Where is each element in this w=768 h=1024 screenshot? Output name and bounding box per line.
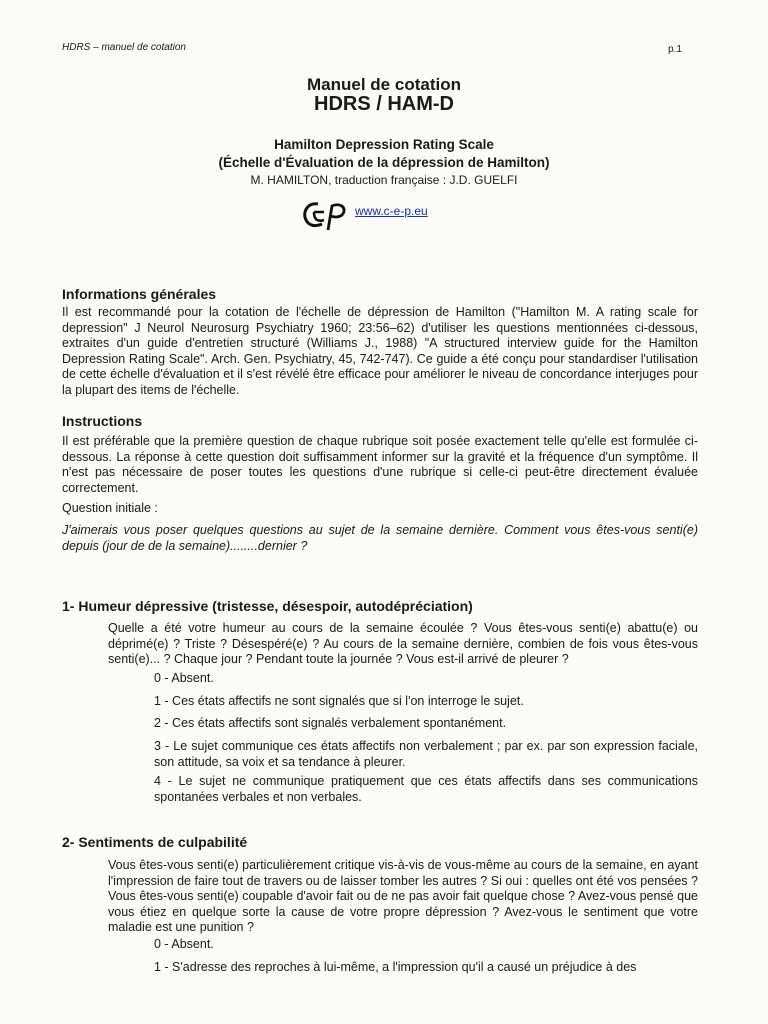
running-header: HDRS – manuel de cotation: [62, 42, 186, 53]
subtitle-french: (Échelle d'Évaluation de la dépression de Hamilton): [218, 155, 550, 170]
item1-rating-4: 4 - Le sujet ne communique pratiquement que ces états affectifs dans ses communications spontanées verbales et non verbales.: [154, 774, 698, 804]
instructions-paragraph: Il est préférable que la première question de chaque rubrique soit posée exactement telle qu'elle est formulée ci-dessous. La réponse à cette question doit suffisamment informer sur la gravité et la fréquence d'un symptôme. Il n'est pas nécessaire de poser toutes les questions d'une rubrique si celle-ci peut-être directement évaluée correctement.: [62, 434, 698, 495]
item1-rating-1: 1 - Ces états affectifs ne sont signalés que si l'on interroge le sujet.: [154, 694, 524, 708]
page-number: p.1: [668, 44, 682, 55]
item1-rating-2: 2 - Ces états affectifs sont signalés verbalement spontanément.: [154, 716, 507, 730]
item1-rating-3: 3 - Le sujet communique ces états affectifs non verbalement ; par ex. par son expression faciale, son attitude, sa voix et sa tendance à pleurer.: [154, 739, 698, 769]
cep-logo-icon: [300, 198, 352, 232]
item2-rating-0: 0 - Absent.: [154, 937, 214, 951]
heading-instructions: Instructions: [62, 413, 143, 429]
item1-question: Quelle a été votre humeur au cours de la semaine écoulée ? Vous êtes-vous senti(e) abattu(e) ou déprimé(e) ? Triste ? Désespéré(e) ? Au cours de la semaine dernière, combien de fois vous êtes-vous senti(e)... ? Chaque jour ? Pendant toute la journée ? Vous est-il arrivé de pleurer ?: [108, 621, 698, 666]
item2-rating-1: 1 - S'adresse des reproches à lui-même, a l'impression qu'il a causé un préjudice à des: [154, 960, 637, 974]
initial-question-label: Question initiale :: [62, 501, 158, 515]
title-line1: Manuel de cotation: [307, 75, 461, 94]
item2-question: Vous êtes-vous senti(e) particulièrement critique vis-à-vis de vous-même au cours de la semaine, en ayant l'impression de faire tout de travers ou de laisser tomber les autres ? Si oui : quelles ont été vos pensées ? Vous êtes-vous senti(e) coupable d'avoir fait ou de ne pas avoir fait quelque chose ? Avez-vous pensé que vous étiez en quelque sorte la cause de votre propre dépression ? Avez-vous le sentiment que votre maladie est une punition ?: [108, 858, 698, 934]
logo-row: [300, 198, 500, 232]
website-link[interactable]: www.c-e-p.eu: [355, 204, 428, 218]
subtitle-english: Hamilton Depression Rating Scale: [274, 137, 494, 152]
authors-line: M. HAMILTON, traduction française : J.D. GUELFI: [250, 173, 518, 187]
general-info-paragraph: Il est recommandé pour la cotation de l'échelle de dépression de Hamilton ("Hamilton M. A rating scale for depression" J Neurol Neurosurg Psychiatry 1960; 23:56–62) d'utiliser les questions mentionnées ci-dessous, extraites d'un guide d'entretien structuré (Williams J., 1988) "A structured interview guide for the Hamilton Depression Rating Scale". Arch. Gen. Psychiatry, 45, 742-747). Ce guide a été conçu pour standardiser l'utilisation de cette échelle d'évaluation et il s'est révélé être efficace pour améliorer le niveau de concordance interjuges pour la plupart des items de l'échelle.: [62, 305, 698, 397]
heading-item1-depressed-mood: 1- Humeur dépressive (tristesse, désespoir, autodépréciation): [62, 598, 473, 614]
heading-item2-guilt: 2- Sentiments de culpabilité: [62, 834, 248, 850]
item1-rating-0: 0 - Absent.: [154, 671, 214, 685]
title-line2: HDRS / HAM-D: [314, 93, 454, 115]
initial-question-text: J'aimerais vous poser quelques questions au sujet de la semaine dernière. Comment vous êtes-vous senti(e) depuis (jour de de la semaine)........dernier ?: [62, 523, 698, 553]
heading-general-info: Informations générales: [62, 286, 217, 302]
